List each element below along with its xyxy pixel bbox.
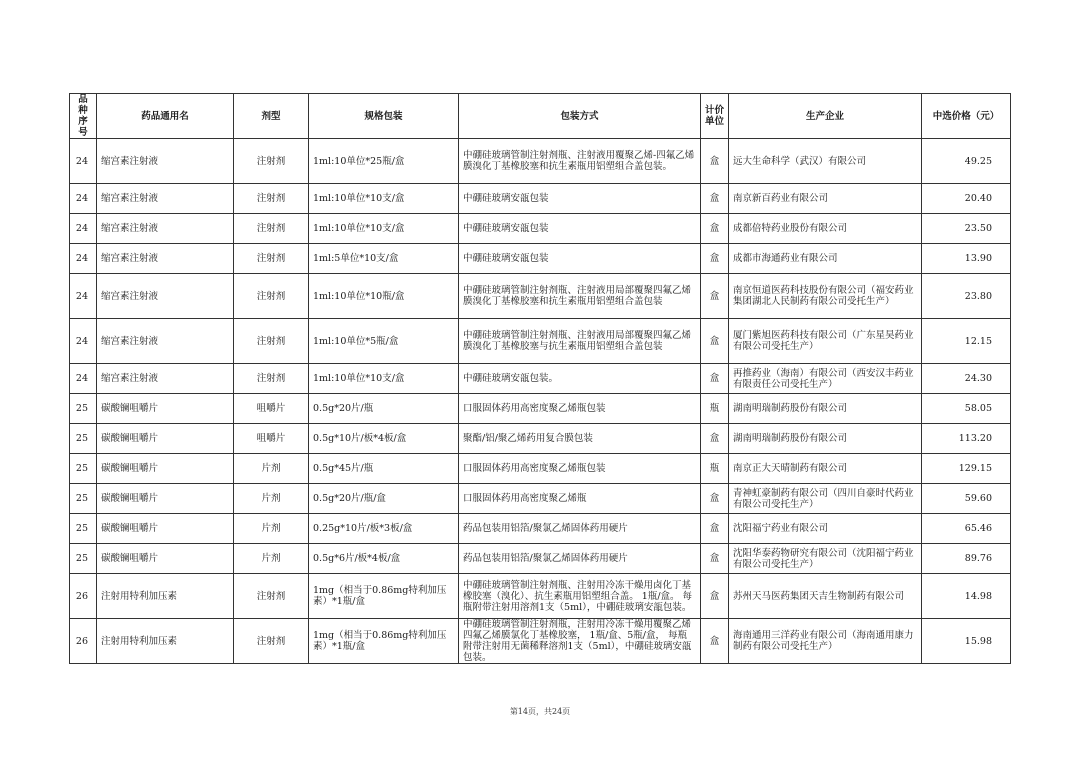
table-row — [70, 214, 1011, 244]
cell-unit: 盒 — [701, 319, 729, 364]
cell-price: 58.05 — [922, 394, 1011, 424]
cell-maker: 湖南明瑞制药股份有限公司 — [729, 394, 922, 424]
cell-maker: 南京恒道医药科技股份有限公司（福安药业集团湖北人民制药有限公司受托生产） — [729, 274, 922, 319]
cell-spec: 0.25g*10片/板*3板/盒 — [309, 514, 459, 544]
cell-unit: 盒 — [701, 244, 729, 274]
cell-form: 片剂 — [234, 514, 309, 544]
cell-seq: 25 — [70, 484, 97, 514]
cell-seq: 24 — [70, 244, 97, 274]
drug-price-table — [69, 93, 1011, 664]
cell-pack: 口服固体药用高密度聚乙烯瓶包装 — [459, 454, 701, 484]
cell-spec: 1ml:5单位*10支/盒 — [309, 244, 459, 274]
header-pack: 包装方式 — [459, 94, 701, 139]
cell-maker: 成都市海通药业有限公司 — [729, 244, 922, 274]
cell-unit: 盒 — [701, 619, 729, 664]
table-row — [70, 454, 1011, 484]
cell-seq: 24 — [70, 184, 97, 214]
cell-spec: 0.5g*20片/瓶/盒 — [309, 484, 459, 514]
cell-seq: 25 — [70, 514, 97, 544]
cell-maker: 沈阳华泰药物研究有限公司（沈阳福宁药业有限公司受托生产） — [729, 544, 922, 574]
cell-name: 缩宫素注射液 — [97, 184, 234, 214]
cell-price: 89.76 — [922, 544, 1011, 574]
cell-seq: 25 — [70, 394, 97, 424]
cell-name: 碳酸镧咀嚼片 — [97, 514, 234, 544]
cell-price: 15.98 — [922, 619, 1011, 664]
cell-pack: 中硼硅玻璃安瓿包装。 — [459, 364, 701, 394]
cell-price: 65.46 — [922, 514, 1011, 544]
cell-seq: 26 — [70, 574, 97, 619]
table-row — [70, 184, 1011, 214]
cell-name: 注射用特利加压素 — [97, 574, 234, 619]
header-maker: 生产企业 — [729, 94, 922, 139]
cell-maker: 远大生命科学（武汉）有限公司 — [729, 139, 922, 184]
cell-seq: 24 — [70, 274, 97, 319]
cell-name: 注射用特利加压素 — [97, 619, 234, 664]
cell-unit: 盒 — [701, 184, 729, 214]
cell-name: 缩宫素注射液 — [97, 214, 234, 244]
cell-pack: 中硼硅玻璃管制注射剂瓶，注射用冷冻干燥用覆聚乙烯四氟乙烯膜氯化丁基橡胶塞， 1瓶/盒、5瓶/盒， 每瓶附带注射用无菌稀释溶剂1支（5ml），中硼硅玻璃安瓿包装。 — [459, 619, 701, 664]
cell-seq: 24 — [70, 364, 97, 394]
cell-form: 片剂 — [234, 454, 309, 484]
cell-price: 14.98 — [922, 574, 1011, 619]
cell-spec: 0.5g*6片/板*4板/盒 — [309, 544, 459, 574]
cell-pack: 口服固体药用高密度聚乙烯瓶包装 — [459, 394, 701, 424]
cell-price: 20.40 — [922, 184, 1011, 214]
table-header-row — [70, 94, 1011, 139]
cell-maker: 再推药业（海南）有限公司（西安汉丰药业有限责任公司受托生产） — [729, 364, 922, 394]
cell-form: 注射剂 — [234, 214, 309, 244]
cell-form: 注射剂 — [234, 364, 309, 394]
cell-unit: 盒 — [701, 364, 729, 394]
cell-name: 碳酸镧咀嚼片 — [97, 544, 234, 574]
cell-name: 碳酸镧咀嚼片 — [97, 484, 234, 514]
cell-maker: 海南通用三洋药业有限公司（海南通用康力制药有限公司受托生产） — [729, 619, 922, 664]
header-price: 中选价格（元） — [922, 94, 1011, 139]
cell-spec: 1ml:10单位*10支/盒 — [309, 184, 459, 214]
cell-pack: 中硼硅玻璃管制注射剂瓶、注射液用覆聚乙烯-四氟乙烯膜溴化丁基橡胶塞和抗生素瓶用铝塑组合盖包装。 — [459, 139, 701, 184]
page-footer: 第14页，共24页 — [509, 707, 571, 716]
cell-maker: 青神虹豪制药有限公司（四川自豪时代药业有限公司受托生产） — [729, 484, 922, 514]
cell-form: 片剂 — [234, 544, 309, 574]
cell-spec: 0.5g*10片/板*4板/盒 — [309, 424, 459, 454]
cell-maker: 沈阳福宁药业有限公司 — [729, 514, 922, 544]
cell-pack: 中硼硅玻璃管制注射剂瓶、注射液用局部覆聚四氟乙烯膜溴化丁基橡胶塞和抗生素瓶用铝塑组合盖包装 — [459, 274, 701, 319]
cell-price: 13.90 — [922, 244, 1011, 274]
cell-form: 注射剂 — [234, 139, 309, 184]
cell-unit: 盒 — [701, 484, 729, 514]
cell-name: 缩宫素注射液 — [97, 319, 234, 364]
header-name: 药品通用名 — [97, 94, 234, 139]
cell-unit: 瓶 — [701, 394, 729, 424]
table-row — [70, 394, 1011, 424]
cell-seq: 25 — [70, 544, 97, 574]
cell-spec: 0.5g*45片/瓶 — [309, 454, 459, 484]
cell-unit: 盒 — [701, 139, 729, 184]
cell-unit: 盒 — [701, 544, 729, 574]
cell-unit: 盒 — [701, 424, 729, 454]
cell-pack: 口服固体药用高密度聚乙烯瓶 — [459, 484, 701, 514]
cell-spec: 0.5g*20片/瓶 — [309, 394, 459, 424]
cell-seq: 25 — [70, 424, 97, 454]
table-row — [70, 574, 1011, 619]
cell-seq: 24 — [70, 139, 97, 184]
cell-price: 49.25 — [922, 139, 1011, 184]
cell-spec: 1ml:10单位*10支/盒 — [309, 214, 459, 244]
cell-form: 咀嚼片 — [234, 394, 309, 424]
header-unit: 计价单位 — [701, 94, 729, 139]
cell-name: 碳酸镧咀嚼片 — [97, 424, 234, 454]
cell-price: 113.20 — [922, 424, 1011, 454]
cell-seq: 25 — [70, 454, 97, 484]
cell-name: 碳酸镧咀嚼片 — [97, 454, 234, 484]
cell-maker: 南京正大天晴制药有限公司 — [729, 454, 922, 484]
cell-pack: 中硼硅玻璃安瓿包装 — [459, 214, 701, 244]
cell-name: 碳酸镧咀嚼片 — [97, 394, 234, 424]
table-body — [70, 139, 1011, 664]
cell-name: 缩宫素注射液 — [97, 139, 234, 184]
cell-seq: 26 — [70, 619, 97, 664]
cell-spec: 1ml:10单位*25瓶/盒 — [309, 139, 459, 184]
cell-price: 59.60 — [922, 484, 1011, 514]
cell-maker: 厦门紫旭医药科技有限公司（广东星昊药业有限公司受托生产） — [729, 319, 922, 364]
cell-name: 缩宫素注射液 — [97, 274, 234, 319]
cell-form: 咀嚼片 — [234, 424, 309, 454]
cell-spec: 1ml:10单位*5瓶/盒 — [309, 319, 459, 364]
cell-name: 缩宫素注射液 — [97, 364, 234, 394]
cell-pack: 中硼硅玻璃安瓿包装 — [459, 244, 701, 274]
cell-maker: 成都倍特药业股份有限公司 — [729, 214, 922, 244]
cell-unit: 盒 — [701, 514, 729, 544]
header-seq: 品种序号 — [70, 94, 97, 139]
cell-seq: 24 — [70, 319, 97, 364]
cell-unit: 盒 — [701, 214, 729, 244]
table-row — [70, 484, 1011, 514]
cell-spec: 1ml:10单位*10支/盒 — [309, 364, 459, 394]
cell-price: 23.80 — [922, 274, 1011, 319]
cell-pack: 中硼硅玻璃管制注射剂瓶、注射液用局部覆聚四氟乙烯膜溴化丁基橡胶塞与抗生素瓶用铝塑组合盖包装 — [459, 319, 701, 364]
cell-price: 12.15 — [922, 319, 1011, 364]
cell-seq: 24 — [70, 214, 97, 244]
cell-price: 129.15 — [922, 454, 1011, 484]
table-row — [70, 514, 1011, 544]
cell-pack: 聚酯/铝/聚乙烯药用复合膜包装 — [459, 424, 701, 454]
cell-price: 24.30 — [922, 364, 1011, 394]
cell-form: 注射剂 — [234, 574, 309, 619]
cell-unit: 盒 — [701, 274, 729, 319]
table-row — [70, 244, 1011, 274]
cell-form: 注射剂 — [234, 274, 309, 319]
header-spec: 规格包装 — [309, 94, 459, 139]
cell-maker: 南京新百药业有限公司 — [729, 184, 922, 214]
cell-price: 23.50 — [922, 214, 1011, 244]
cell-pack: 药品包装用铝箔/聚氯乙烯固体药用硬片 — [459, 544, 701, 574]
cell-form: 片剂 — [234, 484, 309, 514]
table-row — [70, 424, 1011, 454]
cell-form: 注射剂 — [234, 319, 309, 364]
cell-form: 注射剂 — [234, 619, 309, 664]
cell-pack: 中硼硅玻璃管制注射剂瓶、注射用冷冻干燥用卤化丁基橡胶塞（溴化）、抗生素瓶用铝塑组合盖。 1瓶/盒。 每瓶附带注射用溶剂1支（5ml），中硼硅玻璃安瓿包装。 — [459, 574, 701, 619]
cell-spec: 1mg（相当于0.86mg特利加压素）*1瓶/盒 — [309, 619, 459, 664]
cell-spec: 1ml:10单位*10瓶/盒 — [309, 274, 459, 319]
cell-maker: 苏州天马医药集团天吉生物制药有限公司 — [729, 574, 922, 619]
table-row — [70, 139, 1011, 184]
cell-unit: 盒 — [701, 574, 729, 619]
cell-pack: 中硼硅玻璃安瓿包装 — [459, 184, 701, 214]
table-row — [70, 364, 1011, 394]
cell-unit: 瓶 — [701, 454, 729, 484]
table-row — [70, 619, 1011, 664]
table-row — [70, 319, 1011, 364]
header-form: 剂型 — [234, 94, 309, 139]
cell-name: 缩宫素注射液 — [97, 244, 234, 274]
table-row — [70, 274, 1011, 319]
cell-pack: 药品包装用铝箔/聚氯乙烯固体药用硬片 — [459, 514, 701, 544]
cell-form: 注射剂 — [234, 244, 309, 274]
cell-spec: 1mg（相当于0.86mg特利加压素）*1瓶/盒 — [309, 574, 459, 619]
table-row — [70, 544, 1011, 574]
cell-form: 注射剂 — [234, 184, 309, 214]
cell-maker: 湖南明瑞制药股份有限公司 — [729, 424, 922, 454]
